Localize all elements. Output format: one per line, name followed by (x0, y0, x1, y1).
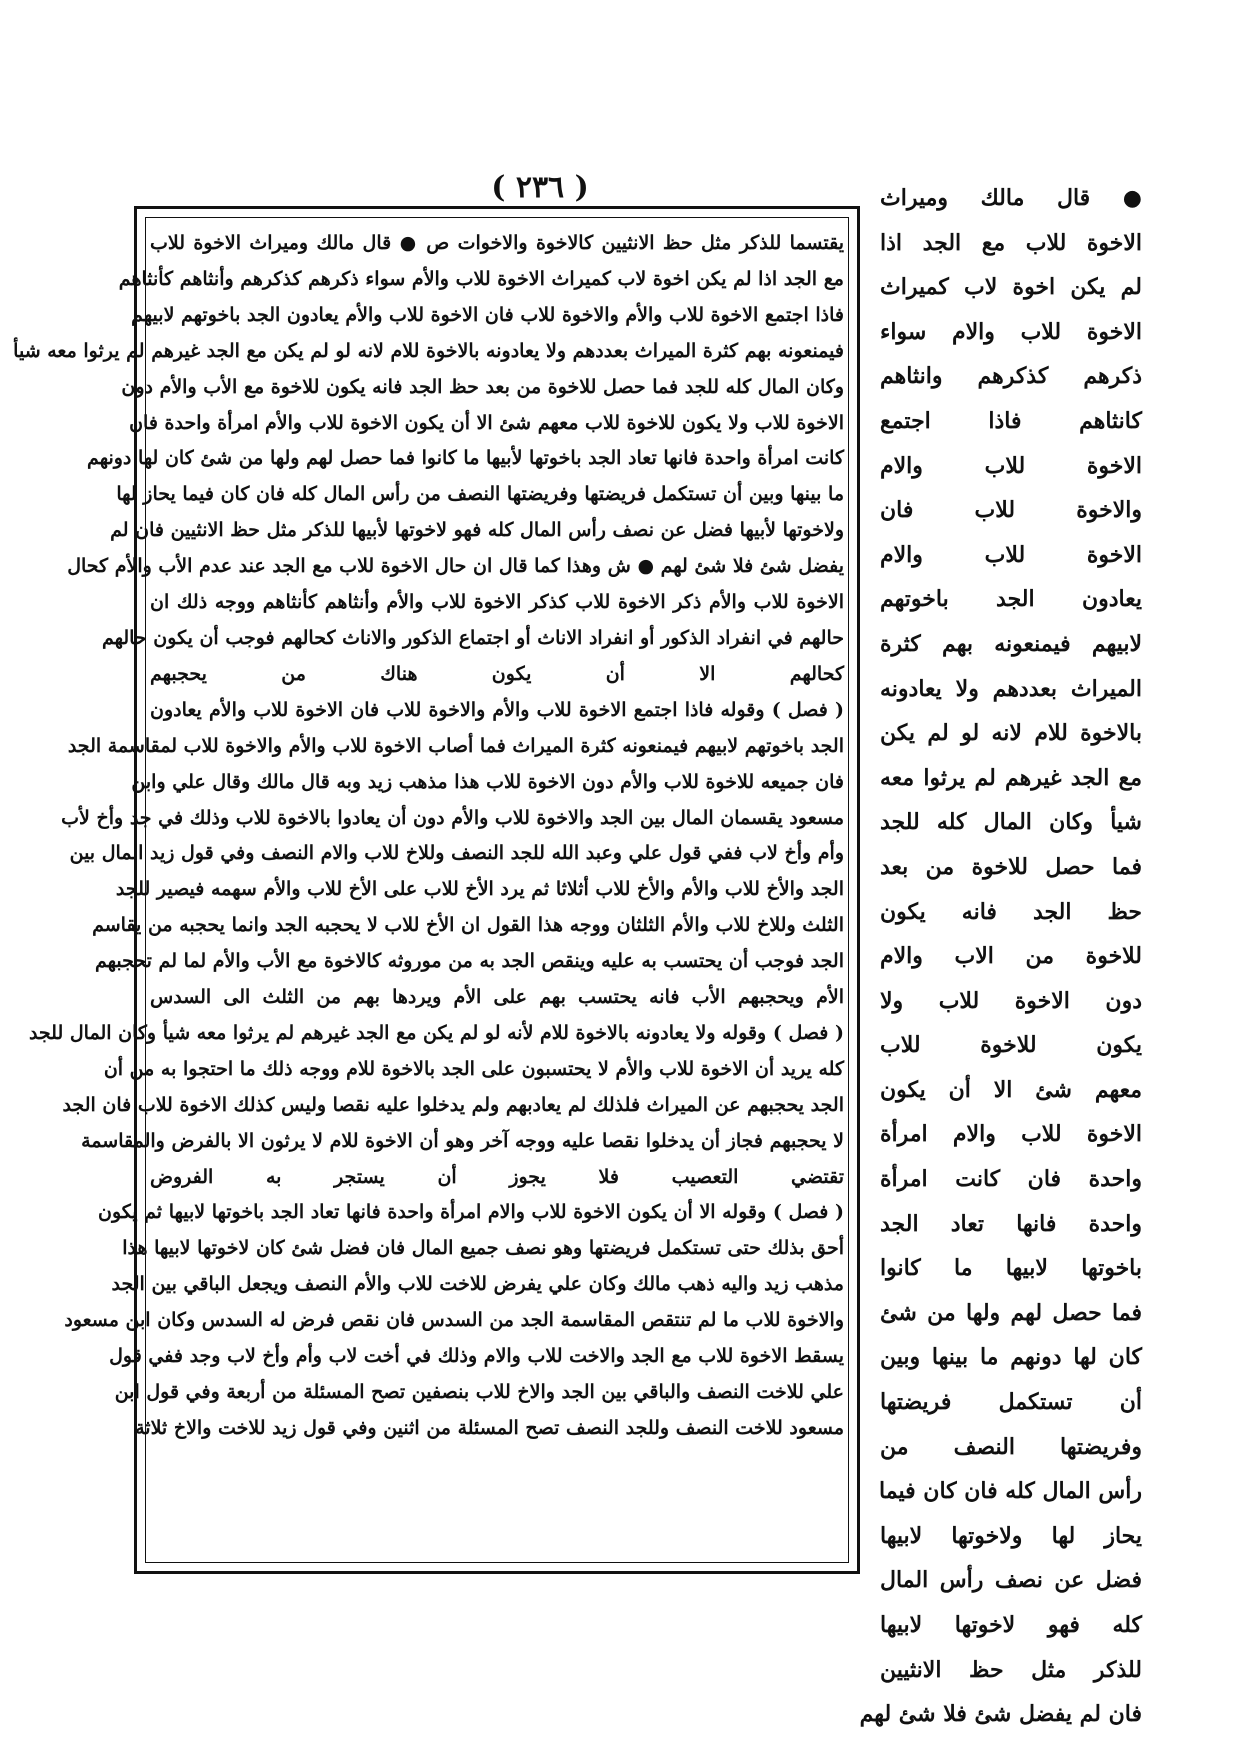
main-text-line: أحق بذلك حتى تستكمل فريضتها وهو نصف جميع المال فان فضل شئ كان لاخوتها لابيها هذا (122, 1237, 844, 1260)
margin-text-line: ● قال مالك وميراث (880, 185, 1142, 211)
main-text-line: الاخوة للاب والأم ذكر الاخوة للاب كذكر الاخوة للاب والأم وأنثاهم كأنثاهم ووجه ذلك ان (150, 591, 844, 614)
margin-text-line: واحدة فان كانت امرأة (880, 1166, 1142, 1193)
main-text-line: ( فصل ) وقوله فاذا اجتمع الاخوة للاب والأم والاخوة للاب فان الاخوة للاب والأم يعادون (150, 698, 844, 721)
main-text-line: الجد فوجب أن يحتسب به عليه وينقص الجد به من موروثه كالاخوة مع الأب والأم لما لم تحجبهم (94, 950, 844, 973)
margin-text-line: الاخوة للاب والام (880, 541, 1142, 568)
margin-text-line: بالاخوة للام لانه لو لم يكن (880, 720, 1142, 747)
margin-text-line: مع الجد غيرهم لم يرثوا معه (880, 764, 1142, 791)
margin-text-line: فما حصل للاخوة من بعد (880, 853, 1142, 880)
main-text-line: الجد والأخ للاب والأم والأخ للاب أثلاثا ثم يرد الأخ للاب على الأخ للاب والأم سهمه فيصير للجد (115, 878, 844, 901)
margin-text-line: رأس المال كله فان كان فيما (879, 1478, 1142, 1505)
main-text-line: مسعود يقسمان المال بين الجد والاخوة للاب والأم دون أن يعادوا بالاخوة للاب وذلك في جد وأخ لأب (61, 806, 844, 829)
main-text-line: يقتسما للذكر مثل حظ الانثيين كالاخوة والاخوات ص ● قال مالك وميراث الاخوة للاب (150, 232, 844, 254)
main-text-line: علي للاخت النصف والباقي بين الجد والاخ للاب بنصفين تصح المسئلة من أربعة وفي قول ابن (114, 1381, 844, 1403)
margin-text-line: يعادون الجد باخوتهم (880, 586, 1142, 613)
main-text-line: ولاخوتها لأبيها فضل عن نصف رأس المال كله فهو لاخوتها لأبيها للذكر مثل حظ الانثيين فان لم (110, 519, 844, 542)
margin-text-line: فان لم يفضل شئ فلا شئ لهم (859, 1701, 1142, 1728)
margin-text-line: فضل عن نصف رأس المال (880, 1567, 1142, 1594)
main-text-line: مذهب زيد واليه ذهب مالك وكان علي يفرض للاخت للاب والأم النصف ويجعل الباقي بين الجد (111, 1273, 844, 1296)
margin-text-line: لم يكن اخوة لاب كميراث (880, 274, 1142, 301)
main-text-line: الجد يحجبهم عن الميراث فلذلك لم يعادبهم ولم يدخلوا عليه نقصا وليس كذلك الاخوة للاب فان الجد (62, 1093, 844, 1116)
main-text-line: مع الجد اذا لم يكن اخوة لاب كميراث الاخوة للاب والأم سواء ذكرهم كذكرهم وأنثاهم كأنثاهم (118, 267, 844, 290)
main-text-line: ما بينها وبين أن تستكمل فريضتها وفريضتها النصف من رأس المال كله فان كان فيما يحاز لها (116, 483, 844, 506)
margin-text-line: الاخوة للاب والام امرأة (880, 1121, 1142, 1148)
main-text-line: كله يريد أن الاخوة للاب والأم لا يحتسبون على الجد بالاخوة للام ووجه ذلك ما احتجوا به من أن (103, 1057, 844, 1080)
main-text-line: والاخوة للاب ما لم تنتقص المقاسمة الجد من السدس فان نقص فرض له السدس وكان ابن مسعود (64, 1309, 844, 1332)
main-text-line: حالهم في انفراد الذكور أو انفراد الاناث أو اجتماع الذكور والاناث كحالهم فوجب أن يكون حالهم (101, 626, 844, 649)
margin-text-line: للاخوة من الاب والام (880, 943, 1142, 970)
main-text-line: الجد باخوتهم لابيهم فيمنعونه كثرة الميراث فما أصاب الاخوة للاب والأم والاخوة للاب لمقاسمة الجد (67, 734, 844, 757)
margin-text-line: الاخوة للاب والام (880, 452, 1142, 479)
margin-text-line: باخوتها لابيها ما كانوا (880, 1255, 1142, 1282)
margin-text-line: كله فهو لاخوتها لابيها (880, 1612, 1142, 1638)
main-text-line: يسقط الاخوة للاب مع الجد والاخت للاب والام وذلك في أخت لاب وأم وأخ لاب وجد ففي قول (109, 1345, 844, 1368)
main-text-line: تقتضي التعصيب فلا يجوز أن يستجر به الفروض (150, 1165, 844, 1188)
margin-text-line: معهم شئ الا أن يكون (880, 1076, 1142, 1103)
main-text-line: فيمنعونه بهم كثرة الميراث بعددهم ولا يعادونه بالاخوة للام لانه لو لم يكن مع الجد غيرهم لم يرثوا معه شيأ (13, 339, 844, 362)
main-text-line: لا يحجبهم فجاز أن يدخلوا نقصا عليه ووجه آخر وهو أن الاخوة للام لا يرثون الا بالفرض والمقاسمة (81, 1129, 844, 1152)
margin-text-line: حظ الجد فانه يكون (880, 898, 1142, 925)
margin-commentary (859, 176, 1142, 1728)
margin-text-line: الاخوة للاب مع الجد اذا (880, 229, 1142, 256)
margin-text-line: للذكر مثل حظ الانثيين (880, 1656, 1142, 1683)
main-text-line: وأم وأخ لاب ففي قول علي وعبد الله للجد النصف وللاخ للاب والام النصف وفي قول زيد المال بين (69, 842, 844, 865)
margin-text-line: يحاز لها ولاخوتها لابيها (880, 1522, 1142, 1549)
main-text-line: ( فصل ) وقوله ولا يعادونه بالاخوة للام لأنه لو لم يكن مع الجد غيرهم لم يرثوا معه شيأ وكان المال للجد (28, 1021, 844, 1044)
page-number: ( ٢٣٦ ) (491, 170, 589, 205)
margin-text-line: أن تستكمل فريضتها (880, 1389, 1142, 1416)
main-text-line: كانت امرأة واحدة فانها تعاد الجد باخوتها لأبيها ما كانوا فما حصل لهم ولها من شئ كان لها دونهم (87, 447, 844, 470)
margin-text-line: فما حصل لهم ولها من شئ (880, 1299, 1142, 1326)
margin-text-line: ذكرهم كذكرهم وانثاهم (880, 363, 1142, 390)
main-text-line: ( فصل ) وقوله الا أن يكون الاخوة للاب والام امرأة واحدة فانها تعاد الجد باخوتها لابيها ثم يكون (97, 1201, 844, 1224)
main-text-line: فان جميعه للاخوة للاب والأم دون الاخوة للاب هذا مذهب زيد وبه قال مالك وقال علي وابن (131, 770, 844, 793)
margin-text-line: الميراث بعددهم ولا يعادونه (880, 675, 1142, 702)
main-text-line: الثلث وللاخ للاب والأم الثلثان ووجه هذا القول ان الأخ للاب لا يحجبه الجد وانما يحجبه من يقاسم (92, 914, 844, 937)
main-text-line: كحالهم الا أن يكون هناك من يحجبهم (150, 662, 844, 685)
main-text-line: يفضل شئ فلا شئ لهم ● ش وهذا كما قال ان حال الاخوة للاب مع الجد عند عدم الأب والأم كحال (67, 555, 844, 578)
main-text-line: فاذا اجتمع الاخوة للاب والأم والاخوة للاب فان الاخوة للاب والأم يعادون الجد باخوتهم لابيهم (131, 303, 844, 326)
main-text-line: الاخوة للاب ولا يكون للاخوة للاب معهم شئ الا أن يكون الاخوة للاب والأم امرأة واحدة فان (129, 411, 844, 434)
margin-text-line: دون الاخوة للاب ولا (880, 987, 1142, 1014)
margin-text-line: شيأ وكان المال كله للجد (880, 809, 1142, 836)
margin-text-line: كانثاهم فاذا اجتمع (880, 407, 1142, 434)
main-text-block (13, 226, 844, 1556)
main-text-line: الأم ويحجبهم الأب فانه يحتسب بهم على الأم ويردها بهم من الثلث الى السدس (150, 986, 844, 1009)
main-text-line: وكان المال كله للجد فما حصل للاخوة من بعد حظ الجد فانه يكون للاخوة مع الأب والأم دون (121, 375, 844, 398)
margin-text-line: لابيهم فيمنعونه بهم كثرة (880, 630, 1142, 657)
main-text-line: مسعود للاخت النصف وللجد النصف تصح المسئلة من اثنين وفي قول زيد للاخت والاخ ثلاثة (135, 1416, 844, 1439)
margin-text-line: يكون للاخوة للاب (880, 1032, 1142, 1059)
margin-text-line: وفريضتها النصف من (880, 1433, 1142, 1460)
margin-text-line: كان لها دونهم ما بينها وبين (880, 1344, 1142, 1371)
margin-text-line: الاخوة للاب والام سواء (880, 318, 1142, 345)
margin-text-line: والاخوة للاب فان (880, 497, 1142, 524)
margin-text-line: واحدة فانها تعاد الجد (880, 1210, 1142, 1237)
